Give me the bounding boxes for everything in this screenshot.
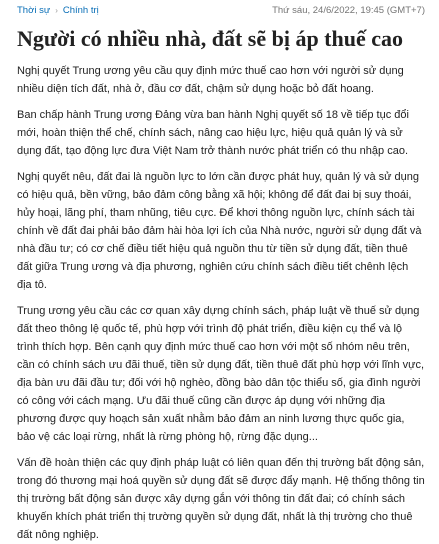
article-paragraph: Ban chấp hành Trung ương Đảng vừa ban hành Nghị quyết số 18 về tiếp tục đổi mới, hoàn thiện thể chế, chính sách, nâng cao hiệu lực, hiệu quả quản lý và sử dụng đất, tạo động lực đưa Việt Nam trở thành nước phát triển có thu nhập cao.: [17, 109, 409, 157]
article-paragraph: Nghị quyết nêu, đất đai là nguồn lực to lớn cần được phát huy, quản lý và sử dụng có hiệu quả, bền vững, bảo đảm công bằng xã hội; không để đất đai bị suy thoái, hủy hoại, lãng phí, tham nhũng, tiêu cực. Để khơi thông nguồn lực, chính sách tài chính về đất đai phải bảo đảm hài hòa lợi ích của Nhà nước, người sử dụng đất và nhà đầu tư; có cơ chế điều tiết hiệu quả nguồn thu từ tiền sử dụng đất, tiền thuê đất giữa Trung ương và địa phương, nghiên cứu chính sách điều tiết chênh lệch địa tô.: [17, 171, 422, 291]
article-page: [0, 1, 439, 541]
article-headline: Người có nhiều nhà, đất sẽ bị áp thuế cao: [17, 26, 403, 51]
article-meta-bar: [17, 1, 425, 19]
article-paragraph: Trung ương yêu cầu các cơ quan xây dựng chính sách, pháp luật về thuế sử dụng đất theo thông lệ quốc tế, phù hợp với trình độ phát triển, điều kiện cụ thể và lộ trình thích hợp. Bên cạnh quy định mức thuế cao hơn với một số nhóm nêu trên, cần có chính sách ưu đãi thuế, tiền sử dụng đất, tiền thuê đất phù hợp với lĩnh vực, địa bàn ưu đãi đầu tư; đối với hộ nghèo, đồng bào dân tộc thiểu số, gia đình người có công với cách mạng. Ưu đãi thuế cũng cần được áp dụng với những địa phương được quy hoạch sản xuất nhằm bảo đảm an ninh lương thực quốc gia, bảo vệ các loại rừng, nhất là rừng phòng hộ, rừng đặc dụng...: [17, 305, 425, 443]
article-paragraph-lead: Nghị quyết Trung ương yêu cầu quy định mức thuế cao hơn với người sử dụng nhiều diện tích đất, nhà ở, đầu cơ đất, chậm sử dụng hoặc bỏ đất hoang.: [17, 65, 404, 95]
breadcrumb: [17, 5, 99, 16]
breadcrumb-separator: ›: [55, 5, 58, 15]
article-body: [17, 62, 425, 544]
publish-timestamp: Thứ sáu, 24/6/2022, 19:45 (GMT+7): [272, 4, 425, 16]
article-paragraph: Vấn đề hoàn thiện các quy định pháp luật có liên quan đến thị trường bất động sản, trong đó thương mại hoá quyền sử dụng đất sẽ được đẩy mạnh. Hệ thống thông tin thị trường bất động sản được xây dựng gắn với thông tin đất đai; có chính sách khuyến khích phát triển thị trường quyền sử dụng đất, nhất là thị trường cho thuê đất nông nghiệp.: [17, 457, 425, 541]
breadcrumb-chinh-tri[interactable]: Chính trị: [62, 4, 99, 16]
breadcrumb-thoi-su[interactable]: Thời sự: [17, 4, 51, 16]
